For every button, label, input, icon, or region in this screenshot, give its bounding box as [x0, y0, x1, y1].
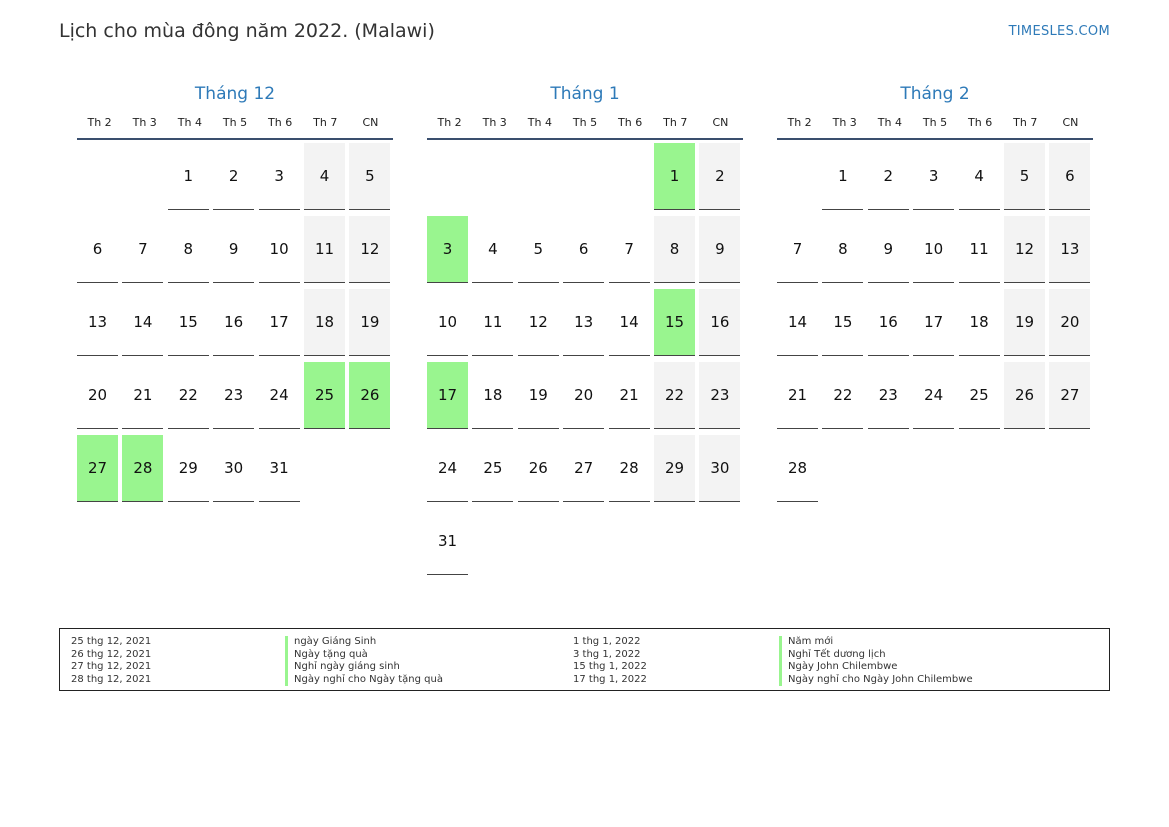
- legend-dates-left: [71, 636, 151, 686]
- legend-date: 26 thg 12, 2021: [71, 648, 152, 660]
- day-cell: 10: [259, 216, 300, 283]
- day-cell: 20: [77, 362, 118, 429]
- day-cell: 9: [213, 216, 254, 283]
- day-cell: 22: [822, 362, 863, 429]
- weekday-label: Th 4: [177, 116, 202, 129]
- day-cell: 2: [868, 143, 909, 210]
- day-cell: 1: [168, 143, 209, 210]
- weekday-label: Th 2: [787, 116, 812, 129]
- legend-date: 17 thg 1, 2022: [573, 673, 647, 685]
- weekday-label: CN: [712, 116, 729, 129]
- day-cell: 3: [259, 143, 300, 210]
- month-title: Tháng 2: [900, 84, 970, 104]
- day-cell: 31: [427, 508, 468, 575]
- day-cell: 27: [1049, 362, 1090, 429]
- weekday-label: Th 4: [527, 116, 552, 129]
- day-cell: 6: [1049, 143, 1090, 210]
- weekday-label: Th 6: [618, 116, 643, 129]
- weekday-header: [427, 116, 743, 140]
- month-february: [777, 83, 1093, 583]
- legend-holiday-name: Ngày John Chilembwe: [779, 661, 973, 674]
- day-cell: 4: [304, 143, 345, 210]
- weekday-label: Th 5: [572, 116, 598, 129]
- day-cell: 3: [913, 143, 954, 210]
- legend-holiday-name: Ngày nghỉ cho Ngày tặng quà: [285, 674, 443, 687]
- weekday-label: Th 2: [437, 116, 462, 129]
- weekday-label: Th 7: [663, 116, 688, 129]
- day-cell: 26: [518, 435, 559, 502]
- weekday-label: Th 3: [482, 116, 507, 129]
- day-cell: 4: [959, 143, 1000, 210]
- day-cell: 6: [77, 216, 118, 283]
- day-cell: 7: [122, 216, 163, 283]
- day-cell: 17: [913, 289, 954, 356]
- day-cell: 18: [959, 289, 1000, 356]
- day-cell: 16: [699, 289, 740, 356]
- month-title: Tháng 1: [550, 84, 620, 104]
- day-cell: 23: [699, 362, 740, 429]
- day-grid: [777, 143, 1093, 583]
- day-cell: 10: [913, 216, 954, 283]
- weekday-header: [777, 116, 1093, 140]
- day-cell: 11: [304, 216, 345, 283]
- day-cell: 10: [427, 289, 468, 356]
- holiday-day-cell: 28: [122, 435, 163, 502]
- day-cell: 24: [427, 435, 468, 502]
- day-cell: 19: [518, 362, 559, 429]
- legend-date: 25 thg 12, 2021: [71, 636, 152, 647]
- weekday-label: Th 5: [922, 116, 948, 129]
- day-cell: 29: [168, 435, 209, 502]
- legend-date: 28 thg 12, 2021: [71, 673, 152, 685]
- weekday-header: [77, 116, 393, 140]
- day-cell: 21: [122, 362, 163, 429]
- day-cell: 19: [349, 289, 390, 356]
- day-cell: 6: [563, 216, 604, 283]
- day-cell: 14: [777, 289, 818, 356]
- weekday-label: Th 7: [1013, 116, 1038, 129]
- day-cell: 14: [609, 289, 650, 356]
- day-cell: 29: [654, 435, 695, 502]
- day-grid: [427, 143, 743, 583]
- day-cell: 8: [168, 216, 209, 283]
- day-cell: 20: [1049, 289, 1090, 356]
- month-january: [427, 83, 743, 583]
- day-cell: 16: [868, 289, 909, 356]
- day-grid: [77, 143, 393, 583]
- day-cell: 15: [822, 289, 863, 356]
- legend-holiday-name: Nghỉ ngày giáng sinh: [285, 661, 443, 674]
- day-cell: 13: [77, 289, 118, 356]
- weekday-label: Th 7: [313, 116, 338, 129]
- day-cell: 18: [472, 362, 513, 429]
- holiday-day-cell: 1: [654, 143, 695, 210]
- day-cell: 7: [777, 216, 818, 283]
- weekday-label: Th 3: [132, 116, 157, 129]
- legend-date: 1 thg 1, 2022: [573, 636, 641, 647]
- day-cell: 21: [609, 362, 650, 429]
- holiday-day-cell: 17: [427, 362, 468, 429]
- day-cell: 19: [1004, 289, 1045, 356]
- holiday-day-cell: 26: [349, 362, 390, 429]
- day-cell: 16: [213, 289, 254, 356]
- weekday-label: Th 3: [832, 116, 857, 129]
- day-cell: 13: [1049, 216, 1090, 283]
- weekday-label: CN: [1062, 116, 1079, 129]
- day-cell: 15: [168, 289, 209, 356]
- day-cell: 27: [563, 435, 604, 502]
- day-cell: 24: [259, 362, 300, 429]
- legend-holiday-name: ngày Giáng Sinh: [285, 636, 443, 649]
- day-cell: 28: [777, 435, 818, 502]
- day-cell: 12: [349, 216, 390, 283]
- legend-holiday-name: Năm mới: [779, 636, 973, 649]
- day-cell: 8: [822, 216, 863, 283]
- day-cell: 23: [868, 362, 909, 429]
- holiday-day-cell: 25: [304, 362, 345, 429]
- day-cell: 14: [122, 289, 163, 356]
- weekday-label: Th 2: [87, 116, 112, 129]
- day-cell: 2: [699, 143, 740, 210]
- legend-date: 27 thg 12, 2021: [71, 661, 152, 672]
- day-cell: 7: [609, 216, 650, 283]
- day-cell: 30: [213, 435, 254, 502]
- day-cell: 5: [518, 216, 559, 283]
- day-cell: 5: [1004, 143, 1045, 210]
- day-cell: 9: [868, 216, 909, 283]
- day-cell: 11: [959, 216, 1000, 283]
- month-december: [77, 83, 393, 583]
- day-cell: 17: [259, 289, 300, 356]
- holiday-day-cell: 3: [427, 216, 468, 283]
- day-cell: 12: [1004, 216, 1045, 283]
- legend-names-left: [285, 636, 443, 686]
- day-cell: 20: [563, 362, 604, 429]
- day-cell: 23: [213, 362, 254, 429]
- weekday-label: Th 6: [268, 116, 293, 129]
- brand-link[interactable]: TIMESLES.COM: [1008, 24, 1110, 39]
- weekday-label: Th 6: [968, 116, 993, 129]
- day-cell: 21: [777, 362, 818, 429]
- day-cell: 1: [822, 143, 863, 210]
- legend-names-right: [779, 636, 973, 686]
- legend-holiday-name: Nghỉ Tết dương lịch: [779, 649, 973, 662]
- legend-date: 3 thg 1, 2022: [573, 648, 641, 660]
- day-cell: 9: [699, 216, 740, 283]
- legend-date: 15 thg 1, 2022: [573, 661, 647, 672]
- day-cell: 22: [654, 362, 695, 429]
- day-cell: 2: [213, 143, 254, 210]
- weekday-label: Th 4: [877, 116, 902, 129]
- day-cell: 22: [168, 362, 209, 429]
- holiday-legend: [59, 628, 1110, 691]
- day-cell: 31: [259, 435, 300, 502]
- weekday-label: CN: [362, 116, 379, 129]
- holiday-day-cell: 27: [77, 435, 118, 502]
- day-cell: 25: [472, 435, 513, 502]
- day-cell: 8: [654, 216, 695, 283]
- legend-holiday-name: Ngày nghỉ cho Ngày John Chilembwe: [779, 674, 973, 687]
- holiday-day-cell: 15: [654, 289, 695, 356]
- day-cell: 18: [304, 289, 345, 356]
- day-cell: 11: [472, 289, 513, 356]
- day-cell: 4: [472, 216, 513, 283]
- day-cell: 26: [1004, 362, 1045, 429]
- day-cell: 24: [913, 362, 954, 429]
- day-cell: 28: [609, 435, 650, 502]
- month-title: Tháng 12: [194, 84, 276, 104]
- day-cell: 13: [563, 289, 604, 356]
- page-title: Lịch cho mùa đông năm 2022. (Malawi): [59, 20, 435, 42]
- day-cell: 25: [959, 362, 1000, 429]
- legend-holiday-name: Ngày tặng quà: [285, 649, 443, 662]
- day-cell: 30: [699, 435, 740, 502]
- day-cell: 5: [349, 143, 390, 210]
- weekday-label: Th 5: [222, 116, 248, 129]
- legend-dates-right: [573, 636, 647, 686]
- day-cell: 12: [518, 289, 559, 356]
